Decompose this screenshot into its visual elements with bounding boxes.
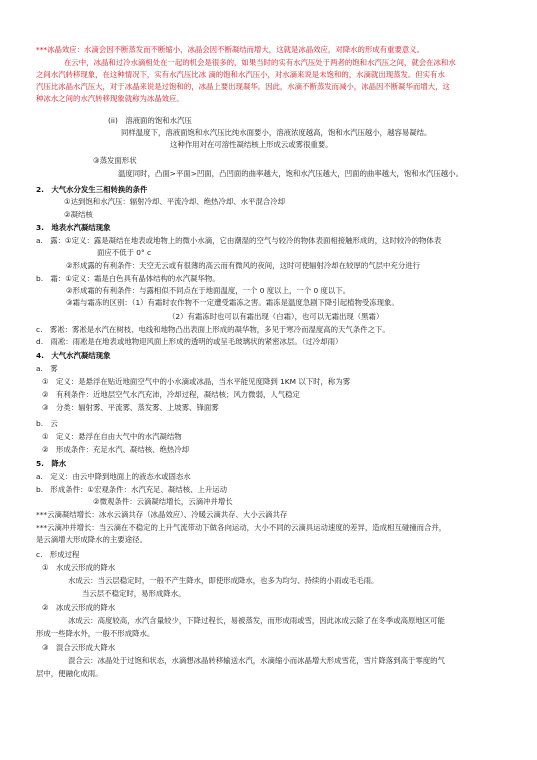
text-line: 同样温度下，溶液面饱和水汽压比纯水面要小，溶液浓度越高，饱和水汽压越小，越容易凝结。 [121,128,432,137]
text-line: c. 雾凇：雾凇是水汽在树枝、电线和地物凸出表面上形成的凝华物，多见于寒冷而湿度高的天气条件之下。 [36,325,390,334]
text-line: ③蒸发面形状 [93,156,137,165]
text-line: ***云滴凝结增长：冰水云滴共存（冰晶效应）、冷暖云滴共存、大小云滴共存 [36,510,288,519]
text-line: ② 冰成云形成的降水 [42,603,116,612]
text-line: ②微观条件：云滴凝结增长，云滴冲并增长 [93,497,233,506]
text-line: d. 雨凇：雨凇是在地表或地物迎风面上形成的透明的或呈毛玻璃状的紧密冰层。（过冷却雨） [36,337,343,346]
text-line: ①达到饱和水汽压：辐射冷却、平流冷却、绝热冷却、水平混合冷却 [64,197,285,206]
text-line: ②形成霜的有利条件：与露相似不同点在于地面温度，一个 0 度以上，一个 0 度以下。 [66,286,351,295]
text-line: c. 形成过程 [36,550,80,559]
section-heading: 2. 大气水分发生三相转换的条件 [36,185,148,194]
text-line: ① 定义：是悬浮在贴近地面空气中的小水滴或冰晶，当水平能见度降到 1KM 以下时，称为雾 [42,377,351,386]
text-line: 在云中，冰晶和过冷水滴相处在一起的机会是很多的，如果当时的实有水汽压处于两者的饱和水汽压之间，就会在冰和水 [64,58,456,67]
text-line: 之间水汽转移现象，在这种情况下，实有水汽压比冰 滴的饱和水汽压小，对水滴来说是未饱和的，水滴就出现蒸发。但实有水 [36,70,445,79]
text-line: ③ 分类：辐射雾、平流雾、蒸发雾、上坡雾、锋面雾 [42,403,219,412]
section-heading: 3. 地表水汽凝结现象 [36,223,111,232]
text-line: ① 定义：悬浮在自由大气中的水汽凝结物 [42,432,182,441]
text-line: 种冰水之间的水汽转移现象就称为冰晶效应。 [36,94,184,103]
text-line: a. 雾 [36,364,58,373]
text-line: ③ 混合云形成大降水 [42,643,116,652]
text-line: b. 云 [36,419,58,428]
section-heading: 4. 大气水汽凝结现象 [36,351,111,360]
text-line: ②形成露的有利条件：天空无云或有很薄的高云而有微风的夜间，这时可使辐射冷却在较厚的气层中充分进行 [66,261,420,270]
text-line: 面应不低于 0° c [97,248,152,257]
text-line: ③霜与霜冻的区别：（1）有霜时农作物不一定遭受霜冻之害。霜冻是温度急剧下降引起植物受冻现象。 [66,298,399,307]
text-line: 形成一些降水外，一般不形成降水。 [36,629,155,638]
text-line: ②凝结核 [64,210,93,219]
text-line: (ii) 溶液面的饱和水汽压 [108,116,192,125]
text-line: ***冰晶效应：水滴会因不断蒸发而不断缩小，冰晶会因不断凝结而增大，这就是冰晶效应，对降水的形成有重要意义。 [36,45,425,54]
text-line: 这种作用对在可溶性凝结核上形成云或雾很重要。 [170,140,333,149]
text-line: ***云滴冲并增长：当云滴在不稳定的上升气流带动下做各向运动，大小不同的云滴具运动速度的差异，造成相互碰撞而合并， [36,523,447,532]
text-line: 汽压比冰晶水汽压大，对于冰晶来说是过饱和的，冰晶上要出现凝华。因此，水滴不断蒸发而减小，冰晶因不断凝华而增大，这 [36,82,450,91]
text-line: ② 有利条件：近地层空气水汽充沛，冷却过程，凝结核；风力微弱，人气稳定 [42,390,300,399]
text-line: 混合云：冰晶处于过饱和状态，水滴想冰晶转移输送水汽，水滴缩小而冰晶增大形成雪花，雪片降落到高于零度的气 [68,656,445,665]
text-line: b. 形成条件：①宏观条件：水汽充足、凝结核、上升运动 [36,485,228,494]
text-line: 层中，便融化成雨。 [36,669,103,678]
text-line: 水成云：当云层稳定时，一般不产生降水，即使形成降水，也多为均匀、持续的小雨或毛毛雨。 [68,576,379,585]
text-line: 温度同时，凸面>平面>凹面，凸凹面的曲率越大，饱和水汽压越大，凹面的曲率越大，饱和水汽压越小。 [118,169,463,178]
text-line: ② 形成条件：充足水汽、凝结核、绝热冷却 [42,445,190,454]
section-heading: 5. 降水 [36,459,67,468]
text-line: （2）有霜冻时也可以有霜出现（白霜），也可以无霜出现（黑霜） [168,312,384,321]
text-line: 当云层不稳定时，易形成降水。 [82,589,186,598]
text-line: a. 定义：由云中降到地面上的液态水或固态水 [36,472,191,481]
text-line: 冰成云：高度较高，水汽含量较少，下降过程长，易被蒸发，而形成雨或雪，因此冰成云除了在冬季或高原地区可能 [68,616,445,625]
text-line: 是云滴增大形成降水的主要途径。 [36,535,147,544]
text-line: a. 露：①定义：露是凝结在地表或地物上的微小水滴，它由潮湿的空气与较冷的物体表面相接触形成的，这时较冷的物体表 [36,236,442,245]
text-line: b. 霜：①定义：霜是白色具有晶体结构的水汽凝华物。 [36,274,220,283]
text-line: ① 水成云形成的降水 [42,563,116,572]
